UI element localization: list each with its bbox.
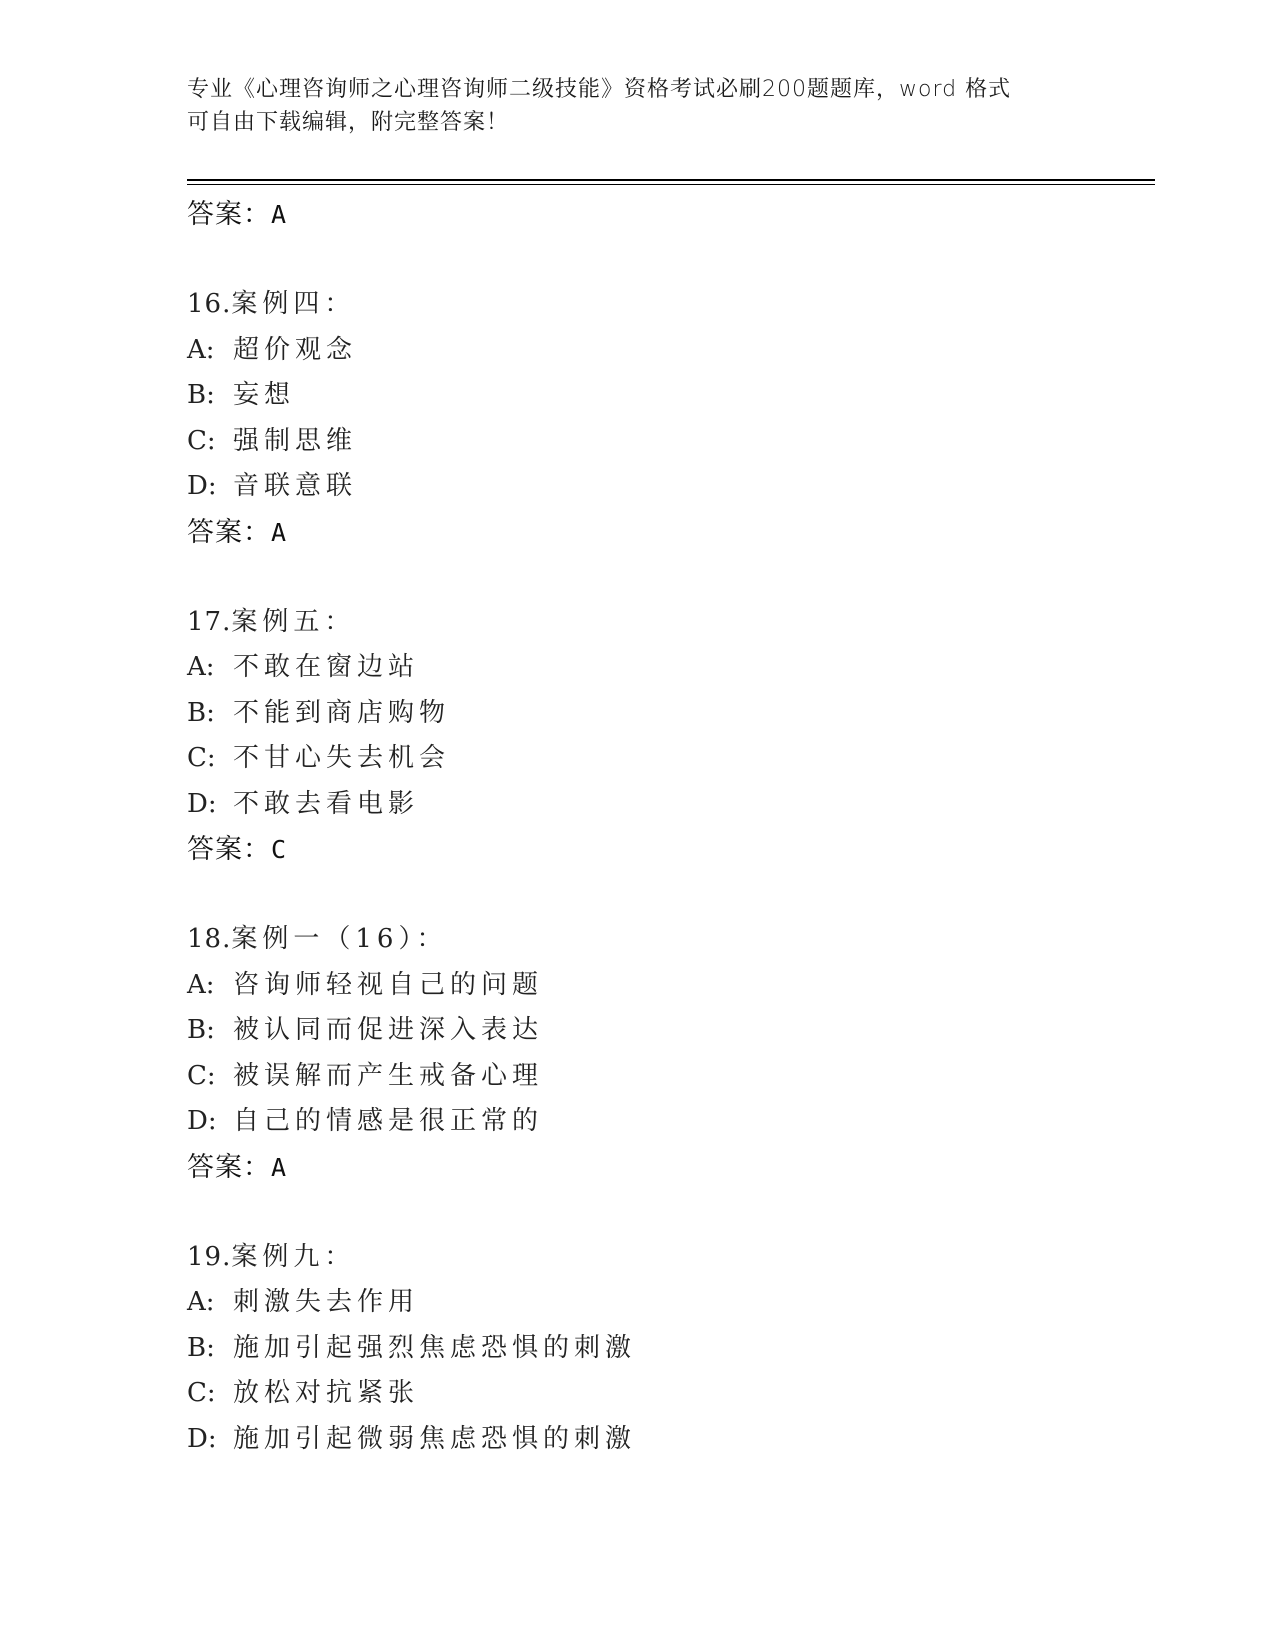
answer-label: 答案： [187,516,271,548]
option-line [187,1326,1167,1372]
question-title [187,282,1167,328]
question-text: 案例一（16）： [231,924,448,954]
option-text: 妄想 [233,380,296,410]
option-key: B: [187,1332,215,1363]
question-title [187,917,1167,963]
question-title [187,1235,1167,1281]
question-item [187,282,1167,556]
option-text: 被误解而产生戒备心理 [233,1060,544,1091]
question-list [187,192,1167,1462]
option-text: 不敢在窗边站 [233,652,420,682]
option-line [187,1417,1167,1463]
header-line-1: 专业《心理咨询师之心理咨询师二级技能》资格考试必刷200题题库，word 格式 [187,77,1012,102]
answer-line [187,192,1167,238]
question-item [187,1235,1167,1463]
option-line [187,1371,1167,1417]
option-key: D: [187,788,217,819]
option-key: A: [187,1287,215,1317]
option-text: 不敢去看电影 [233,788,420,819]
option-line [187,736,1167,782]
option-key: D: [187,471,217,501]
page-header [187,73,1087,139]
option-text: 施加引起微弱焦虑恐惧的刺激 [233,1423,637,1454]
option-text: 强制思维 [233,425,358,456]
option-line [187,328,1167,374]
option-key: A: [187,334,215,365]
option-text: 不能到商店购物 [233,697,451,728]
option-key: B: [187,697,215,728]
option-line [187,1099,1167,1145]
question-number: 19. [187,1241,232,1272]
option-key: C: [187,1378,216,1408]
answer-label: 答案： [187,834,271,865]
answer-value: C [271,835,288,864]
answer-value: A [271,517,288,547]
question-text: 案例五： [231,606,356,637]
option-text: 音联意联 [233,471,358,501]
option-key: B: [187,380,215,410]
option-text: 被认同而促进深入表达 [233,1015,544,1045]
option-text: 自己的情感是很正常的 [233,1106,544,1136]
option-line [187,691,1167,737]
option-text: 咨询师轻视自己的问题 [233,969,544,1000]
option-text: 不甘心失去机会 [233,743,451,773]
option-line [187,963,1167,1009]
option-line [187,464,1167,510]
question-text: 案例四： [231,289,356,319]
option-key: A: [187,969,215,1000]
question-title [187,600,1167,646]
option-line [187,419,1167,465]
answer-label: 答案： [187,199,271,230]
option-line [187,1054,1167,1100]
option-key: B: [187,1015,215,1045]
option-key: D: [187,1423,217,1454]
option-line [187,1280,1167,1326]
header-divider-thin [187,184,1155,185]
question-number: 16. [187,289,232,319]
option-line [187,1008,1167,1054]
header-divider-thick [187,179,1155,181]
option-key: C: [187,425,216,456]
option-line [187,373,1167,419]
option-line [187,645,1167,691]
question-item [187,917,1167,1191]
option-text: 超价观念 [233,334,358,365]
header-line-2: 可自由下载编辑，附完整答案！ [187,110,510,135]
answer-line [187,1145,1167,1191]
question-number: 18. [187,924,232,954]
option-line [187,782,1167,828]
question-item [187,600,1167,874]
answer-line [187,827,1167,873]
option-key: D: [187,1106,217,1136]
question-number: 17. [187,606,232,637]
answer-line [187,510,1167,556]
option-text: 刺激失去作用 [233,1287,420,1317]
option-text: 放松对抗紧张 [233,1378,420,1408]
question-text: 案例九： [231,1241,356,1272]
option-key: A: [187,652,215,682]
option-key: C: [187,1060,216,1091]
answer-value: A [271,200,288,229]
answer-value: A [271,1152,288,1182]
option-text: 施加引起强烈焦虑恐惧的刺激 [233,1332,637,1363]
answer-label: 答案： [187,1151,271,1183]
option-key: C: [187,743,216,773]
